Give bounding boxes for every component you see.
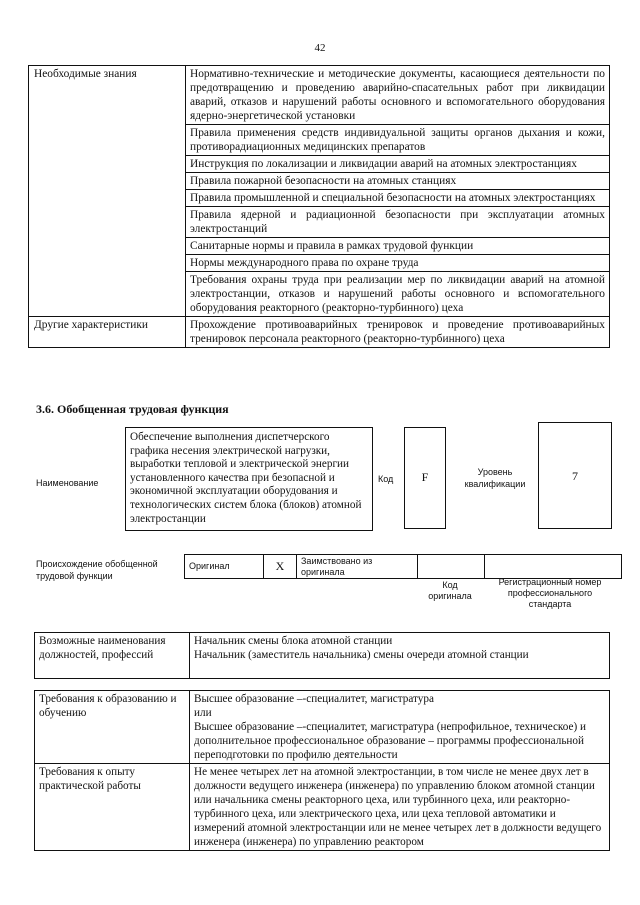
knowledge-item: Нормативно-технические и методические документы, касающиеся деятельности по предотвращению и проведению аварийно-спасательных работ при ликвидации аварий, отказов и нарушений работы основного и вспомогательного оборудования ядерно-энергетической установки	[186, 66, 610, 125]
positions-table	[34, 632, 610, 679]
section-heading: 3.6. Обобщенная трудовая функция	[36, 402, 229, 416]
positions-label: Возможные наименования должностей, профессий	[35, 633, 190, 679]
position-item: Начальник смены блока атомной станции	[194, 635, 393, 647]
code-label: Код	[378, 474, 394, 484]
requirements-table	[34, 690, 610, 851]
education-item: или	[194, 707, 212, 719]
knowledge-item: Правила пожарной безопасности на атомных станциях	[186, 173, 610, 190]
code-box	[404, 427, 446, 529]
code-value: F	[421, 470, 429, 484]
borrowed-label: Заимствовано из оригинала	[297, 555, 418, 579]
origin-code-cell	[418, 555, 485, 579]
knowledge-item: Требования охраны труда при реализации мер по ликвидации аварий на атомной электростанции, отказов и нарушений работы основного и вспомогательного оборудования реакторного (реакторно-турбинного) цеха	[186, 272, 610, 317]
code-caption: Код оригинала	[428, 580, 472, 601]
name-label: Наименование	[36, 478, 99, 488]
education-label: Требования к образованию и обучению	[35, 691, 190, 764]
knowledge-item: Правила ядерной и радиационной безопасности при эксплуатации атомных электростанций	[186, 207, 610, 238]
level-box	[538, 422, 612, 529]
experience-label: Требования к опыту практической работы	[35, 764, 190, 851]
knowledge-label: Необходимые знания	[29, 66, 186, 317]
position-item: Начальник (заместитель начальника) смены очереди атомной станции	[194, 649, 529, 661]
origin-label: Происхождение обобщенной трудовой функции	[36, 559, 158, 581]
origin-reg-cell	[485, 555, 622, 579]
experience-text: Не менее четырех лет на атомной электростанции, в том числе не менее двух лет в должности ведущего инженера (инженера) по управлению блоком атомной станции или начальника смены реакторного цеха, или турбинного цеха, или реакторно-турбинного цеха, или электрического цеха, или цеха тепловой автоматики и измерений атомной электростанции или не менее четырех лет в должности ведущего инженера (инженера) по управлению реактором	[190, 764, 610, 851]
knowledge-item: Инструкция по локализации и ликвидации аварий на атомных электростанциях	[186, 156, 610, 173]
knowledge-item: Правила применения средств индивидуальной защиты органов дыхания и кожи, противорадиационных медицинских препаратов	[186, 125, 610, 156]
page-number: 42	[314, 42, 326, 54]
level-value: 7	[572, 469, 578, 483]
knowledge-item: Санитарные нормы и правила в рамках трудовой функции	[186, 238, 610, 255]
knowledge-item: Нормы международного права по охране труда	[186, 255, 610, 272]
function-name-box: Обеспечение выполнения диспетчерского графика несения электрической нагрузки, выработки тепловой и электрической энергии установленного качества при безопасной и экономичной эксплуатации оборудования и технологических систем блока (блоков) атомной электростанции	[125, 427, 373, 531]
education-item: Высшее образование –-специалитет, магистратура (непрофильное, техническое) и дополнительное профессиональное образование – программы профессиональной переподготовки по профилю деятельности	[194, 721, 586, 761]
original-mark: X	[264, 555, 297, 579]
original-label: Оригинал	[185, 555, 264, 579]
reg-caption: Регистрационный номер профессионального стандарта	[498, 577, 602, 609]
level-label: Уровень квалификации	[464, 467, 526, 489]
positions-list	[190, 633, 610, 679]
other-text: Прохождение противоаварийных тренировок и проведение противоаварийных тренировок персонала реакторного (реакторно-турбинного) цеха	[186, 317, 610, 348]
other-label: Другие характеристики	[29, 317, 186, 348]
education-item: Высшее образование –-специалитет, магистратура	[194, 693, 434, 705]
origin-table	[184, 554, 622, 579]
knowledge-item: Правила промышленной и специальной безопасности на атомных электростанциях	[186, 190, 610, 207]
knowledge-table	[28, 65, 610, 348]
education-text	[190, 691, 610, 764]
